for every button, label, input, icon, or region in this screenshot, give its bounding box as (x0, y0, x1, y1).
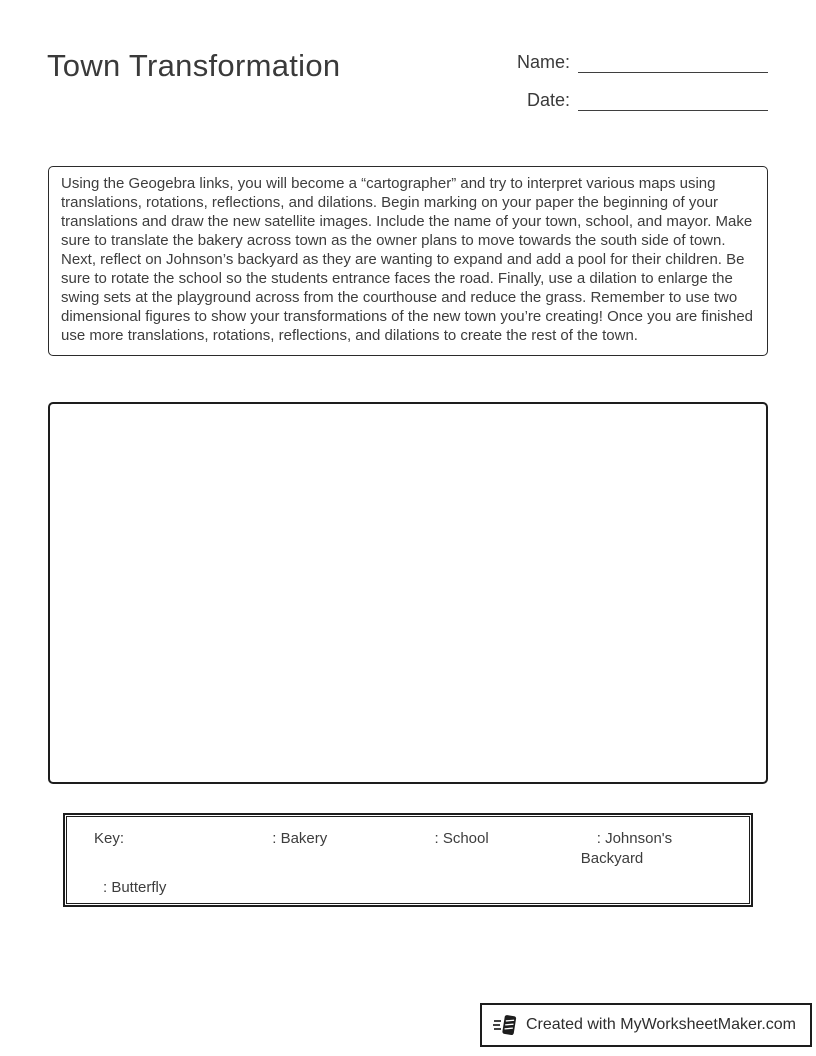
key-item-label: : Butterfly (103, 879, 167, 896)
instructions-box (48, 166, 768, 356)
date-label: Date: (526, 90, 570, 110)
drawing-area (48, 402, 768, 784)
key-item-label: : Bakery (272, 830, 328, 847)
key-item-label: : School (434, 830, 489, 847)
school-key-icon (419, 832, 435, 843)
map-key-box (66, 816, 750, 904)
footer-credit-text: Created with MyWorksheetMaker.com (525, 1016, 796, 1033)
key-item-label: : Johnson's Backyard (580, 830, 673, 867)
date-field-row (527, 88, 768, 111)
page-title: Town Transformation (47, 48, 341, 83)
butterfly-key-icon (94, 881, 103, 892)
key-item-bakery (256, 829, 418, 869)
date-blank-line (578, 88, 768, 111)
name-blank-line (578, 50, 768, 73)
bakery-key-icon (256, 832, 272, 843)
key-label-cell (94, 829, 256, 869)
worksheet-maker-logo-icon (493, 1012, 519, 1038)
name-label: Name: (516, 52, 570, 72)
name-field-row (517, 50, 768, 73)
key-item-johnsons-backyard (581, 829, 743, 869)
instructions-text: Using the Geogebra links, you will become a “cartographer” and try to interpret various maps using translations, rotations, reflections, and dilations. Begin marking on your paper the beginning of your translations and draw the new satellite images. Include the name of your town, school, and mayor. Make sure to translate the bakery across town as the owner plans to move towards the south side of town. Next, reflect on Johnson’s backyard as they are wanting to expand and add a pool for their children. Be sure to rotate the school so the students entrance faces the road. Finally, use a dilation to enlarge the swing sets at the playground across from the courthouse and reduce the grass. Remember to use two dimensional figures to show your transformations of the new town you’re creating! Once you are finished use more translations, rotations, reflections, and dilations to create the rest of the town. (61, 175, 754, 344)
key-item-butterfly (94, 878, 256, 898)
footer-credit-box (480, 1003, 812, 1047)
johnsons-backyard-key-icon (581, 832, 597, 843)
key-item-school (419, 829, 581, 869)
key-label: Key: (94, 830, 125, 847)
